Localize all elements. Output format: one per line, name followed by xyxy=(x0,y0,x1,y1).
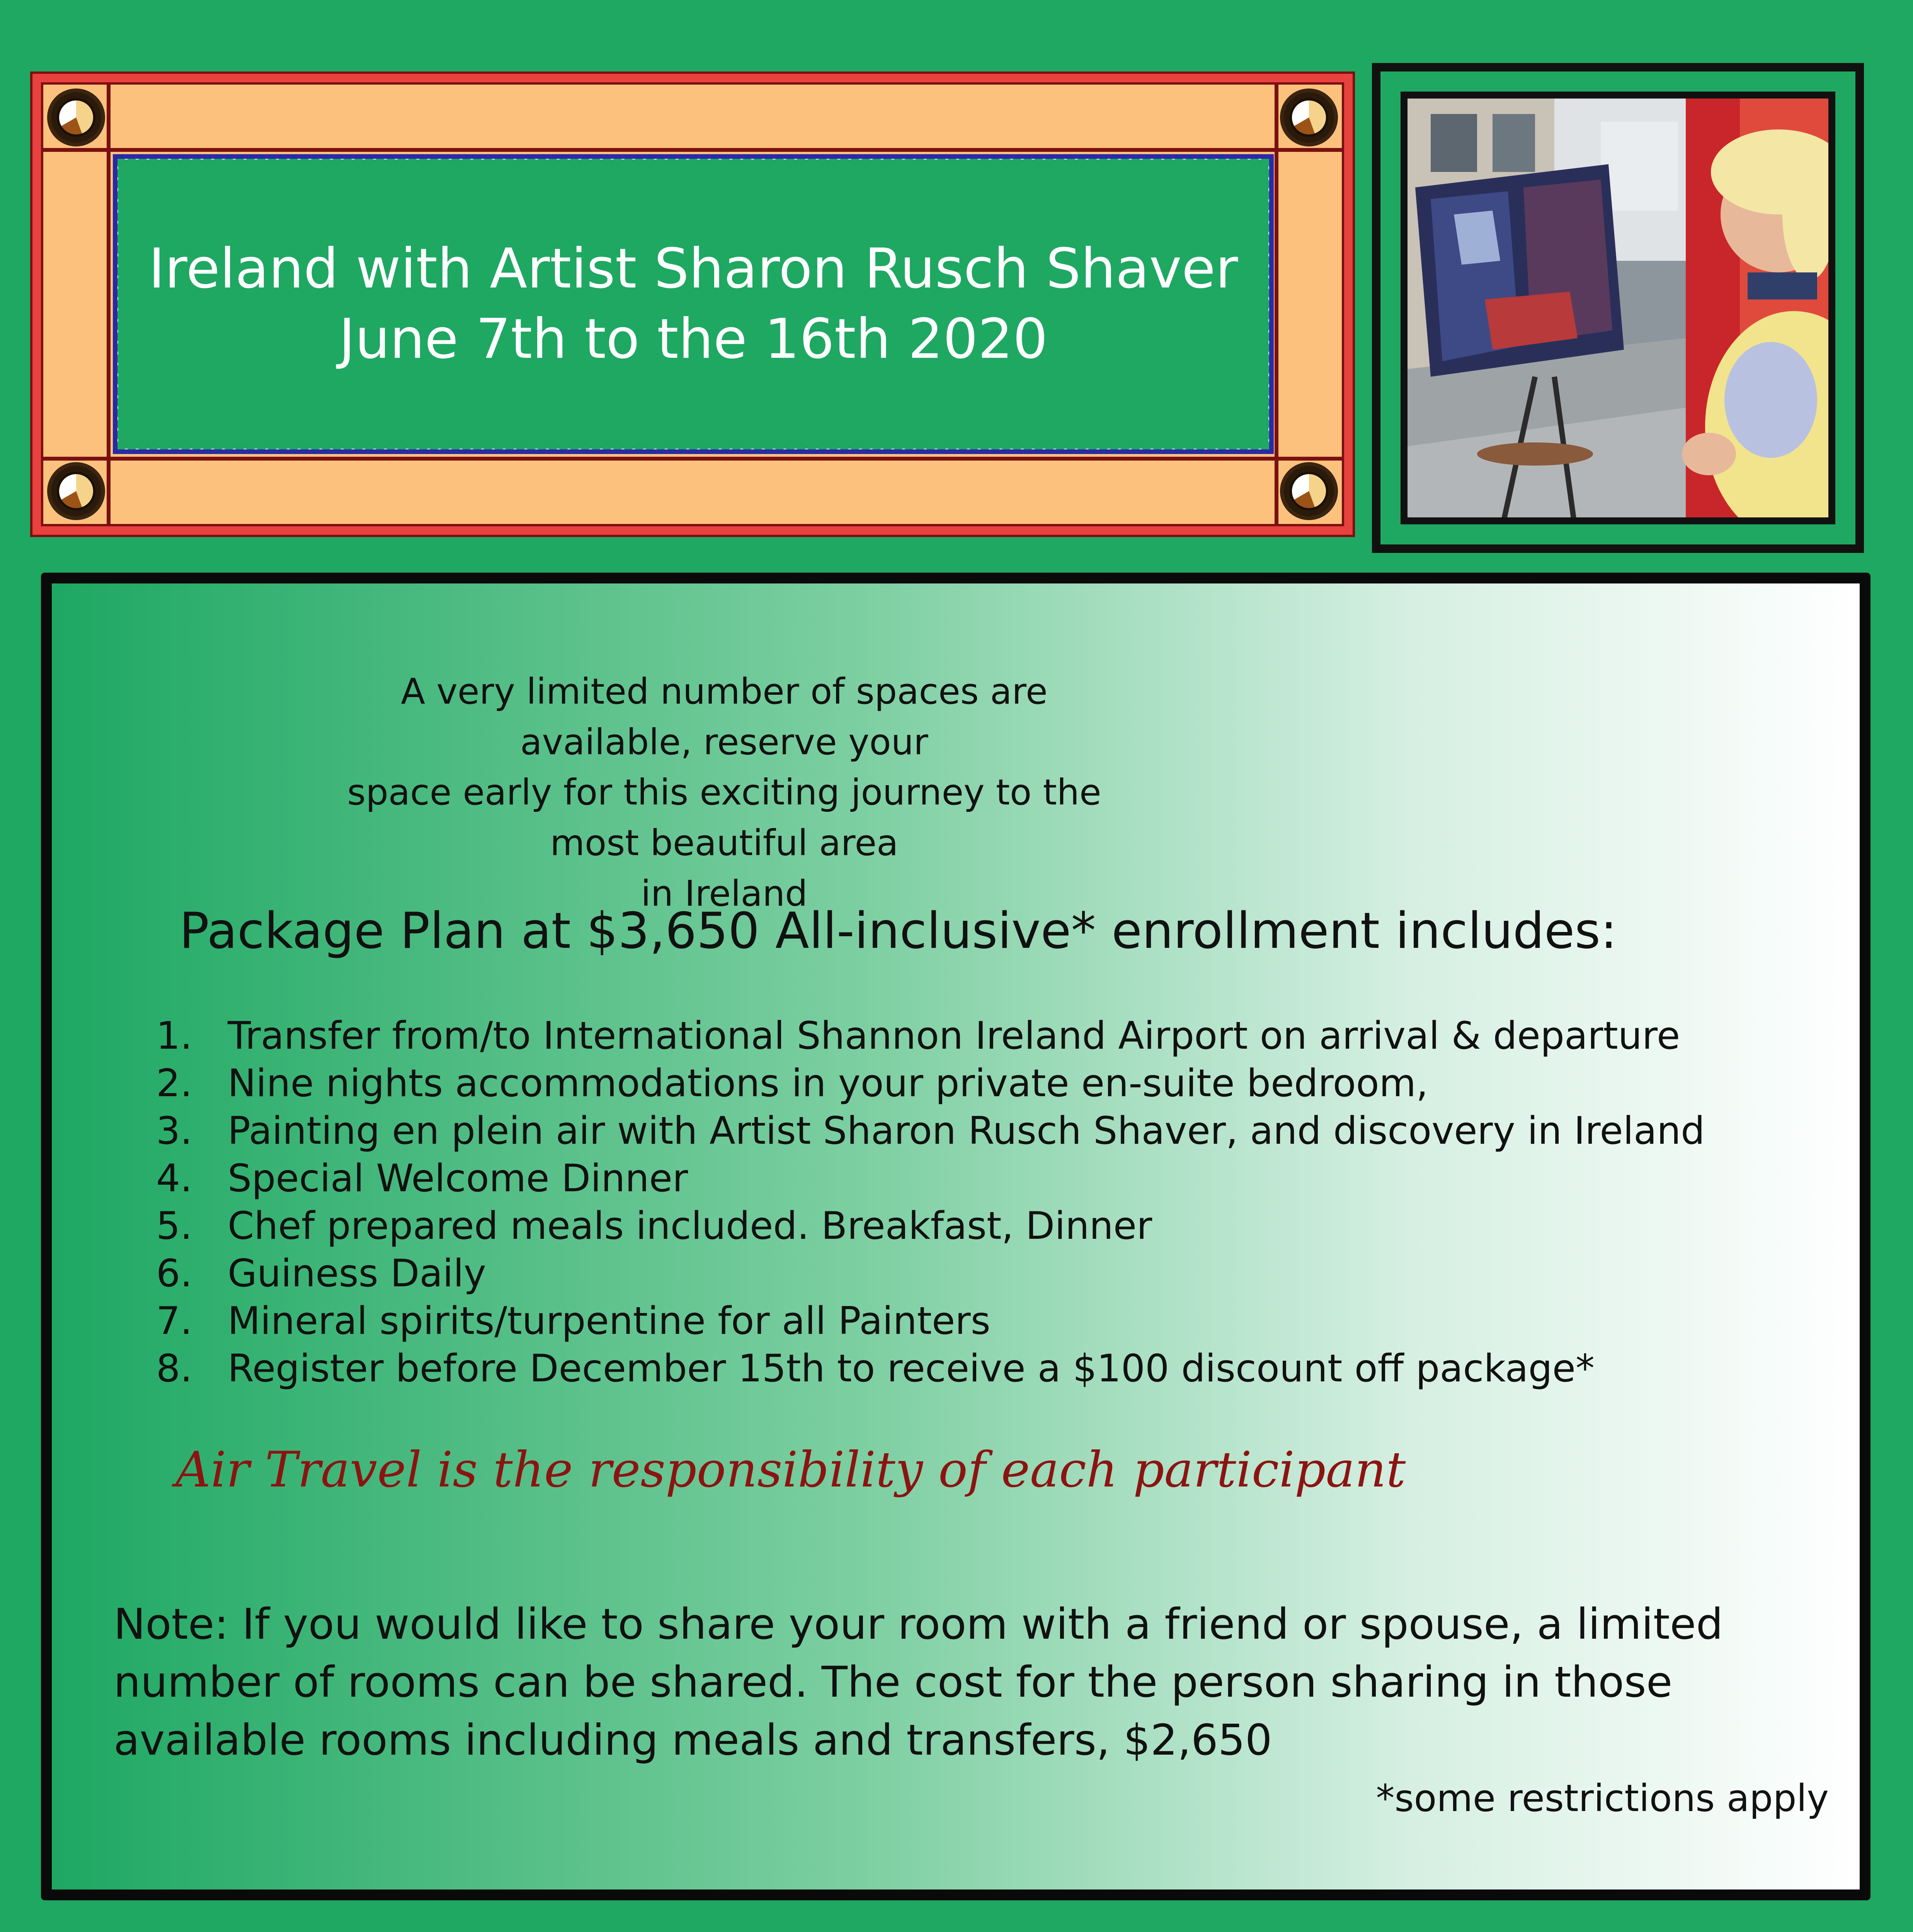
list-item-text: Nine nights accommodations in your private en-suite bedroom, xyxy=(228,1061,1428,1105)
air-travel-notice: Air Travel is the responsibility of each participant xyxy=(175,1441,1406,1498)
list-item xyxy=(156,1107,1818,1155)
availability-line: space early for this exciting journey to the most beautiful area xyxy=(347,772,1101,864)
list-item-number: 3. xyxy=(156,1109,192,1153)
artist-photo-illustration xyxy=(1408,99,1830,519)
list-item-number: 1. xyxy=(156,1014,192,1058)
list-item-text: Register before December 15th to receive a $100 discount off package* xyxy=(228,1347,1595,1391)
availability-line: in Ireland xyxy=(641,872,808,914)
room-sharing-note xyxy=(114,1595,1814,1769)
title-banner xyxy=(30,71,1355,537)
restrictions-note: *some restrictions apply xyxy=(1376,1777,1829,1820)
list-item-text: Transfer from/to International Shannon Ireland Airport on arrival & departure xyxy=(228,1014,1680,1058)
list-item-number: 2. xyxy=(156,1061,192,1105)
list-item-number: 8. xyxy=(156,1347,192,1391)
list-item-text: Painting en plein air with Artist Sharon Rusch Shaver, and discovery in Ireland xyxy=(228,1109,1705,1153)
list-item xyxy=(156,1250,1818,1298)
artist-photo xyxy=(1401,92,1835,524)
corner-medallion-icon xyxy=(43,85,109,150)
list-item-number: 4. xyxy=(156,1156,192,1201)
list-item-text: Special Welcome Dinner xyxy=(228,1156,688,1201)
list-item xyxy=(156,1202,1818,1250)
note-line: available rooms including meals and transfers, $2,650 xyxy=(114,1715,1272,1765)
banner-divider xyxy=(41,457,1344,461)
list-item-number: 5. xyxy=(156,1204,192,1248)
list-item xyxy=(156,1155,1818,1202)
corner-medallion-icon xyxy=(43,458,109,524)
banner-divider xyxy=(41,148,1344,152)
list-item-number: 7. xyxy=(156,1299,192,1343)
title-panel xyxy=(113,154,1274,454)
list-item xyxy=(156,1060,1818,1107)
corner-medallion-icon xyxy=(1276,458,1342,524)
page-title: Ireland with Artist Sharon Rusch Shaver xyxy=(148,237,1238,301)
registration-paragraph xyxy=(23,1928,1890,1932)
date-range: June 7th to the 16th 2020 xyxy=(339,307,1048,371)
list-item-text: Guiness Daily xyxy=(228,1252,486,1296)
list-item-text: Chef prepared meals included. Breakfast, Dinner xyxy=(228,1204,1152,1248)
package-heading: Package Plan at $3,650 All-inclusive* enrollment includes: xyxy=(179,902,1617,960)
availability-line: A very limited number of spaces are available, reserve your xyxy=(401,671,1048,763)
list-item xyxy=(156,1012,1818,1060)
list-item xyxy=(156,1298,1818,1345)
corner-medallion-icon xyxy=(1276,85,1342,150)
list-item xyxy=(156,1345,1818,1393)
photo-frame xyxy=(1372,63,1864,553)
list-item-text: Mineral spirits/turpentine for all Painters xyxy=(228,1299,991,1343)
package-info-box xyxy=(41,573,1870,1900)
registration-line xyxy=(23,1928,1890,1932)
note-line: Note: If you would like to share your room with a friend or spouse, a limited xyxy=(114,1599,1723,1649)
list-item-number: 6. xyxy=(156,1252,192,1296)
note-line: number of rooms can be shared. The cost for the person sharing in those xyxy=(114,1657,1673,1707)
availability-notice xyxy=(345,667,1103,919)
inclusions-list xyxy=(156,1012,1818,1393)
